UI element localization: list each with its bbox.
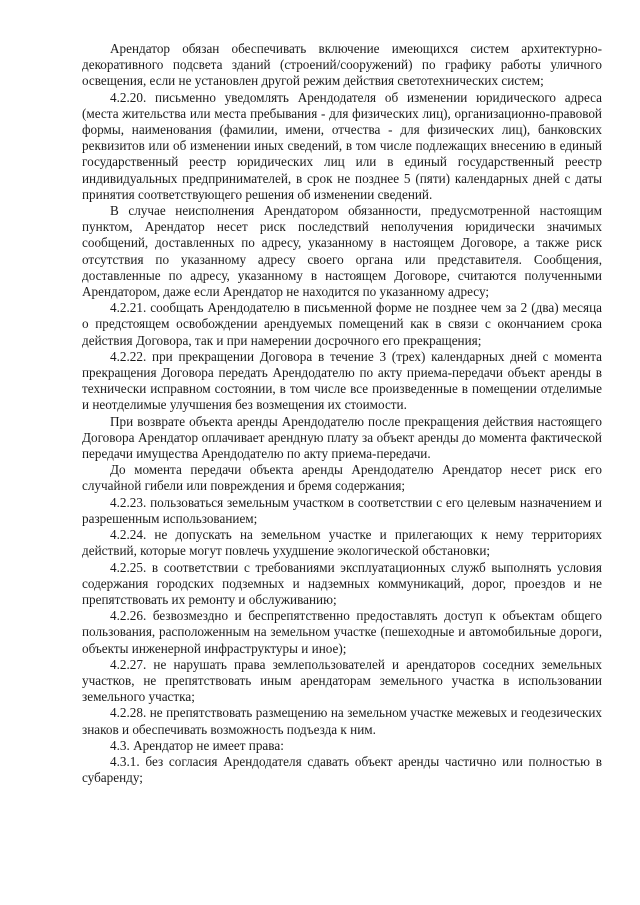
paragraph-lighting-obligation: Арендатор обязан обеспечивать включение имеющихся систем архитектурно-декоративного подсвета зданий (строений/сооружений) по графику работы уличного освещения, если не установлен другой режим действия светотехнических систем; [82,41,602,89]
paragraph-risk-until-transfer: До момента передачи объекта аренды Арендодателю Арендатор несет риск его случайной гибели или повреждения и бремя содержания; [82,462,602,494]
paragraph-4-2-23: 4.2.23. пользоваться земельным участком в соответствии с его целевым назначением и разрешенным использованием; [82,494,602,526]
paragraph-non-fulfillment-risk: В случае неисполнения Арендатором обязанности, предусмотренной настоящим пунктом, Арендатор несет риск последствий неполучения юридически значимых сообщений, доставленных по адресу, указанному в настоящем Договоре, а также риск отсутствия по указанному адресу своего органа или представителя. Сообщения, доставленные по адресу, указанному в настоящем Договоре, считаются полученными Арендатором, даже если Арендатор не находится по указанному адресу; [82,203,602,300]
paragraph-4-2-28: 4.2.28. не препятствовать размещению на земельном участке межевых и геодезических знаков и обеспечивать возможность подъезда к ним. [82,705,602,737]
paragraph-4-2-25: 4.2.25. в соответствии с требованиями эксплуатационных служб выполнять условия содержания городских подземных и надземных коммуникаций, дорог, проездов и не препятствовать их ремонту и обслуживанию; [82,559,602,607]
paragraph-4-2-24: 4.2.24. не допускать на земельном участке и прилегающих к нему территориях действий, которые могут повлечь ухудшение экологической обстановки; [82,527,602,559]
paragraph-4-3-1: 4.3.1. без согласия Арендодателя сдавать объект аренды частично или полностью в субаренду; [82,753,602,786]
section-4-3-heading: 4.3. Арендатор не имеет права: [110,737,284,753]
paragraph-4-2-21: 4.2.21. сообщать Арендодателю в письменной форме не позднее чем за 2 (два) месяца о предстоящем освобождении арендуемых помещений как в связи с окончанием срока действия Договора, так и при намерении досрочного его прекращения; [82,300,602,348]
paragraph-4-2-26: 4.2.26. безвозмездно и беспрепятственно предоставлять доступ к объектам общего пользования, расположенным на земельном участке (пешеходные и автомобильные дороги, объекты инженерной инфраструктуры и иное); [82,608,602,656]
document-page [82,41,602,786]
paragraph-4-2-27: 4.2.27. не нарушать права землепользователей и арендаторов соседних земельных участков, не препятствовать иным арендаторам земельного участка в использовании земельного участка; [82,656,602,705]
paragraph-4-2-20: 4.2.20. письменно уведомлять Арендодателя об изменении юридического адреса (места жительства или места пребывания - для физических лиц), организационно-правовой формы, наименования (фамилии, имени, отчества - для физических лиц), банковских реквизитов или об изменении иных сведений, в том числе подлежащих внесению в единый государственный реестр юридических лиц или в единый государственный реестр индивидуальных предпринимателей, в срок не позднее 5 (пяти) календарных дней с даты принятия соответствующего решения об изменении сведений. [82,89,602,202]
paragraph-rent-until-return: При возврате объекта аренды Арендодателю после прекращения действия настоящего Договора Арендатор оплачивает арендную плату за объект аренды до момента фактической передачи имущества Арендодателю по акту приема-передачи. [82,413,602,462]
paragraph-4-2-22: 4.2.22. при прекращении Договора в течение 3 (трех) календарных дней с момента прекращения Договора передать Арендодателю по акту приема-передачи объект аренды в технически исправном состоянии, в том числе все произведенные в помещении отделимые и неотделимые улучшения без возмещения их стоимости. [82,348,602,413]
